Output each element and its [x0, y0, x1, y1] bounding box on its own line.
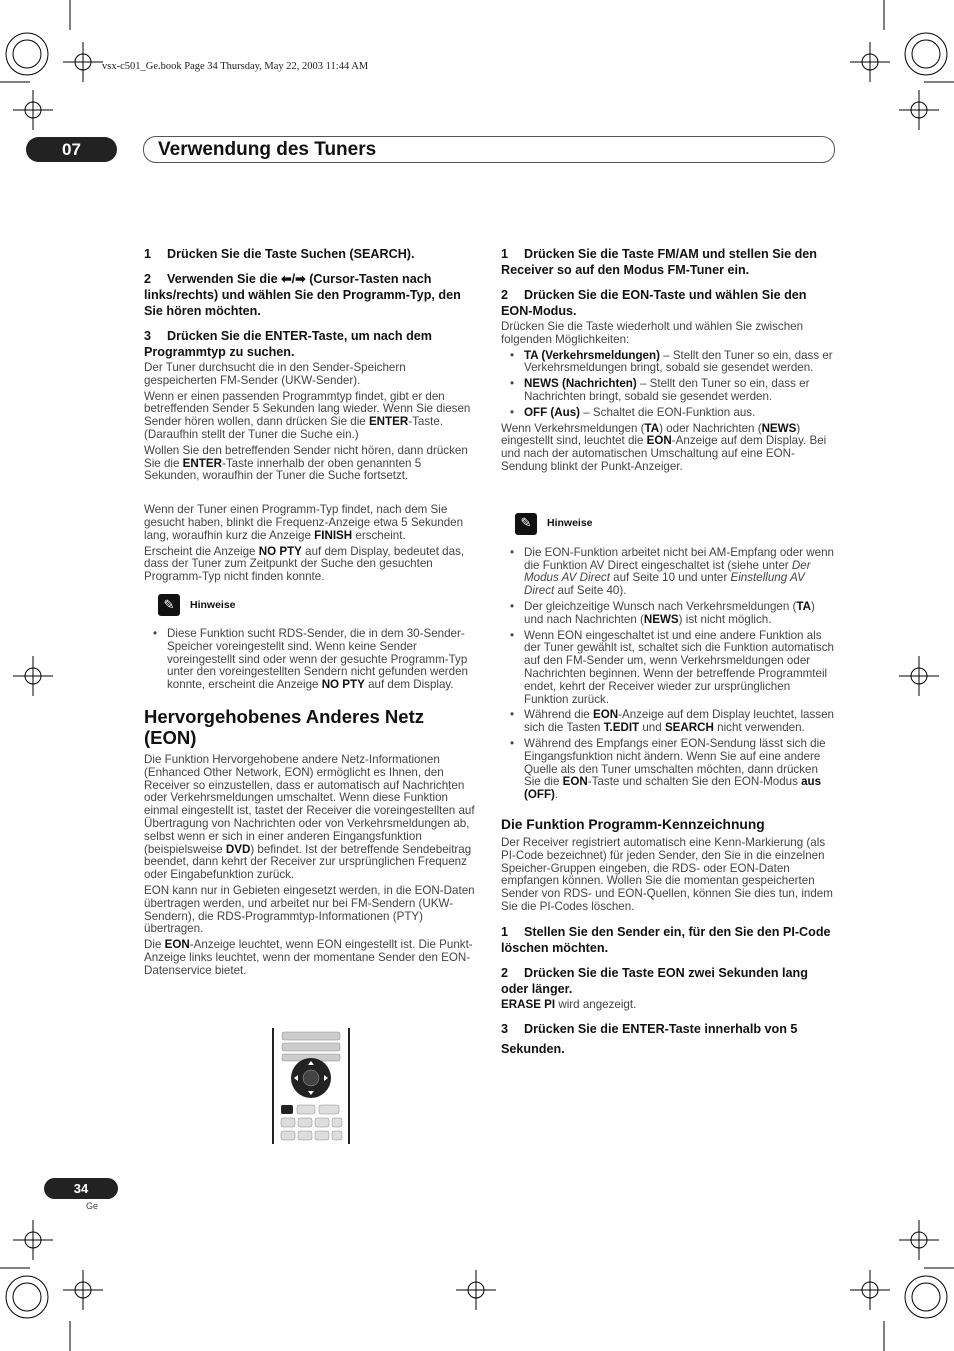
paragraph: Der Receiver registriert automatisch eine Kenn-Markierung (als PI-Code bezeichnet) für jeden Sender, den Sie in die einzelnen Speicher-Gruppen eingeben, die RDS- oder EON-Daten empfangen können. Wollen Sie die momentan gespeicherten Sender von RDS- und EON-Quellen, können Sie dies tun, indem Sie die PI-Codes löschen. — [501, 835, 833, 913]
page-number: 34 — [44, 1178, 118, 1199]
list-item: • Diese Funktion sucht RDS-Sender, die in dem 30-Sender-Speicher voreingestellt sind. Wenn keine Sender voreingestellt sind oder wenn der gesuchte Programm-Typ unter den voreingestellten Sendern nicht gefunden werden konnte, erscheint die Anzeige NO PTY auf dem Display. — [153, 626, 469, 692]
list-item: • Die EON-Funktion arbeitet nicht bei AM-Empfang oder wenn die Funktion AV Direct eingeschaltet ist (siehe unter Der Modus AV Direct auf Seite 10 und unter Einstellung AV Direct auf Seite 40). — [510, 545, 834, 598]
note-list — [501, 547, 835, 802]
paragraph: Die Funktion Hervorgehobene andere Netz-Informationen (Enhanced Other Network, EON) ermöglicht es Ihnen, den Receiver so einzustellen, dass er automatisch auf Nachrichten oder Verkehrsmeldungen umschaltet. Wenn diese Funktion einmal eingestellt ist, tastet der Receiver die voreingestellten auf Übertragung von Nachrichten oder von Verkehrsmeldungen ab, selbst wenn er sich in einer anderen Eingangsfunktion (beispielsweise DVD) befindet. Ist der betreffende Sendebeitrag beendet, dann kehrt der Receiver zur ursprünglichen Frequenz oder Eingabefunktion zurück. — [144, 752, 475, 882]
section-heading: Hervorgehobenes Anderes Netz (EON) — [144, 705, 424, 748]
pencil-note-icon: ✎ — [158, 594, 180, 616]
note-label: Hinweise — [190, 598, 236, 611]
paragraph: Die EON-Anzeige leuchtet, wenn EON eingestellt ist. Die Punkt-Anzeige links leuchtet, wenn der momentane Sender den EON-Datenservice bietet. — [144, 938, 473, 977]
paragraph: Wenn der Tuner einen Programm-Typ findet, nach dem Sie gesucht haben, blinkt die Frequenz-Anzeige etwa 5 Sekunden lang, woraufhin kurz die Anzeige FINISH erscheint. — [144, 503, 464, 542]
list-item: • Während des Empfangs einer EON-Sendung lässt sich die Eingangsfunktion nicht ändern. Wenn Sie auf eine andere Quelle als den Tuner umschalten möchten, dann drücken Sie die EON-Taste und schalten Sie den EON-Modus aus (OFF). — [510, 736, 826, 802]
step: 2 Verwenden Sie die ⬅/➡ (Cursor-Tasten nach links/rechts) und wählen Sie den Programm-Typ, den Sie hören möchten. — [144, 272, 461, 318]
option-list — [501, 350, 835, 420]
list-item: • NEWS (Nachrichten) – Stellt den Tuner so ein, dass er Nachrichten bringt, sobald sie gesendet werden. — [510, 377, 810, 403]
paragraph: ERASE PI wird angezeigt. — [501, 997, 637, 1011]
note-header — [158, 594, 478, 616]
step: 2 Drücken Sie die Taste EON zwei Sekunden lang oder länger. — [501, 965, 808, 996]
note-list — [144, 628, 478, 692]
list-item: • OFF (Aus) – Schaltet die EON-Funktion aus. — [510, 405, 756, 419]
paragraph: Drücken Sie die Taste wiederholt und wählen Sie zwischen folgenden Möglichkeiten: — [501, 320, 804, 346]
paragraph: Der Tuner durchsucht die in den Sender-Speichern gespeicherten FM-Sender (UKW-Sender). — [144, 361, 406, 387]
language-code: Ge — [86, 1201, 99, 1211]
chapter-title: Verwendung des Tuners — [158, 139, 377, 160]
pencil-note-icon: ✎ — [515, 513, 537, 535]
right-column — [501, 246, 835, 1068]
paragraph: Wenn er einen passenden Programmtyp findet, gibt er den betreffenden Sender 5 Sekunden lang wieder. Wenn Sie diesen Sender hören wollen, dann drücken Sie die ENTER-Taste. (Daraufhin stellt der Tuner die Suche ein.) — [144, 389, 471, 441]
step: 3 Drücken Sie die ENTER-Taste, um nach dem Programmtyp zu suchen. — [144, 329, 433, 359]
section-heading: Die Funktion Programm-Kennzeichnung — [501, 816, 765, 832]
file-header: vsx-c501_Ge.book Page 34 Thursday, May 22, 2003 11:44 AM — [102, 61, 369, 72]
step: 1 Drücken Sie die Taste Suchen (SEARCH). — [144, 247, 415, 261]
step: 3 Drücken Sie die ENTER-Taste innerhalb von 5 Sekunden. — [501, 1022, 798, 1057]
remote-control-illustration — [272, 1028, 350, 1144]
paragraph: Erscheint die Anzeige NO PTY auf dem Display, bedeutet das, dass der Tuner zum Zeitpunkt der Suche den gesuchten Programm-Typ nicht finden konnte. — [144, 544, 465, 584]
paragraph: EON kann nur in Gebieten eingesetzt werden, in die EON-Daten übertragen werden, und arbeitet nur bei FM-Sendern (UKW-Sendern), die RDS-Programmtyp-Informationen (PTY) übertragen. — [144, 883, 475, 936]
list-item: • Der gleichzeitige Wunsch nach Verkehrsmeldungen (TA) und nach Nachrichten (NEWS) ist nicht möglich. — [510, 599, 815, 626]
paragraph: Wenn Verkehrsmeldungen (TA) oder Nachrichten (NEWS) eingestellt sind, leuchtet die EON-Anzeige auf dem Display. Bei und nach der automatischen Umschaltung auf eine EON-Sendung blinkt der Punkt-Anzeiger. — [501, 421, 827, 473]
step: 1 Drücken Sie die Taste FM/AM und stellen Sie den Receiver so auf den Modus FM-Tuner ein. — [501, 247, 817, 277]
step: 1 Stellen Sie den Sender ein, für den Sie den PI-Code löschen möchten. — [501, 924, 831, 955]
paragraph: Wollen Sie den betreffenden Sender nicht hören, dann drücken Sie die ENTER-Taste innerhalb der oben genannten 5 Sekunden, woraufhin der Tuner die Suche fortsetzt. — [144, 443, 468, 483]
chapter-number-badge: 07 — [26, 137, 117, 162]
list-item: • TA (Verkehrsmeldungen) – Stellt den Tuner so ein, dass er Verkehrsmeldungen bringt, sobald sie gesendet werden. — [510, 348, 833, 375]
note-header — [515, 513, 835, 535]
step: 2 Drücken Sie die EON-Taste und wählen Sie den EON-Modus. — [501, 288, 807, 318]
note-label: Hinweise — [547, 517, 593, 530]
list-item: • Während die EON-Anzeige auf dem Display leuchtet, lassen sich die Tasten T.EDIT und SEARCH nicht verwenden. — [510, 708, 834, 735]
list-item: • Wenn EON eingeschaltet ist und eine andere Funktion als der Tuner gewählt ist, schaltet sich die Funktion automatisch auf den FM-Sender um, wenn Verkehrsmeldungen oder Nachrichten beginnen. Wenn der betreffende Programmteil endet, kehrt der Receiver wieder zur ursprünglichen Funktion zurück. — [510, 628, 834, 706]
left-column — [144, 246, 478, 980]
